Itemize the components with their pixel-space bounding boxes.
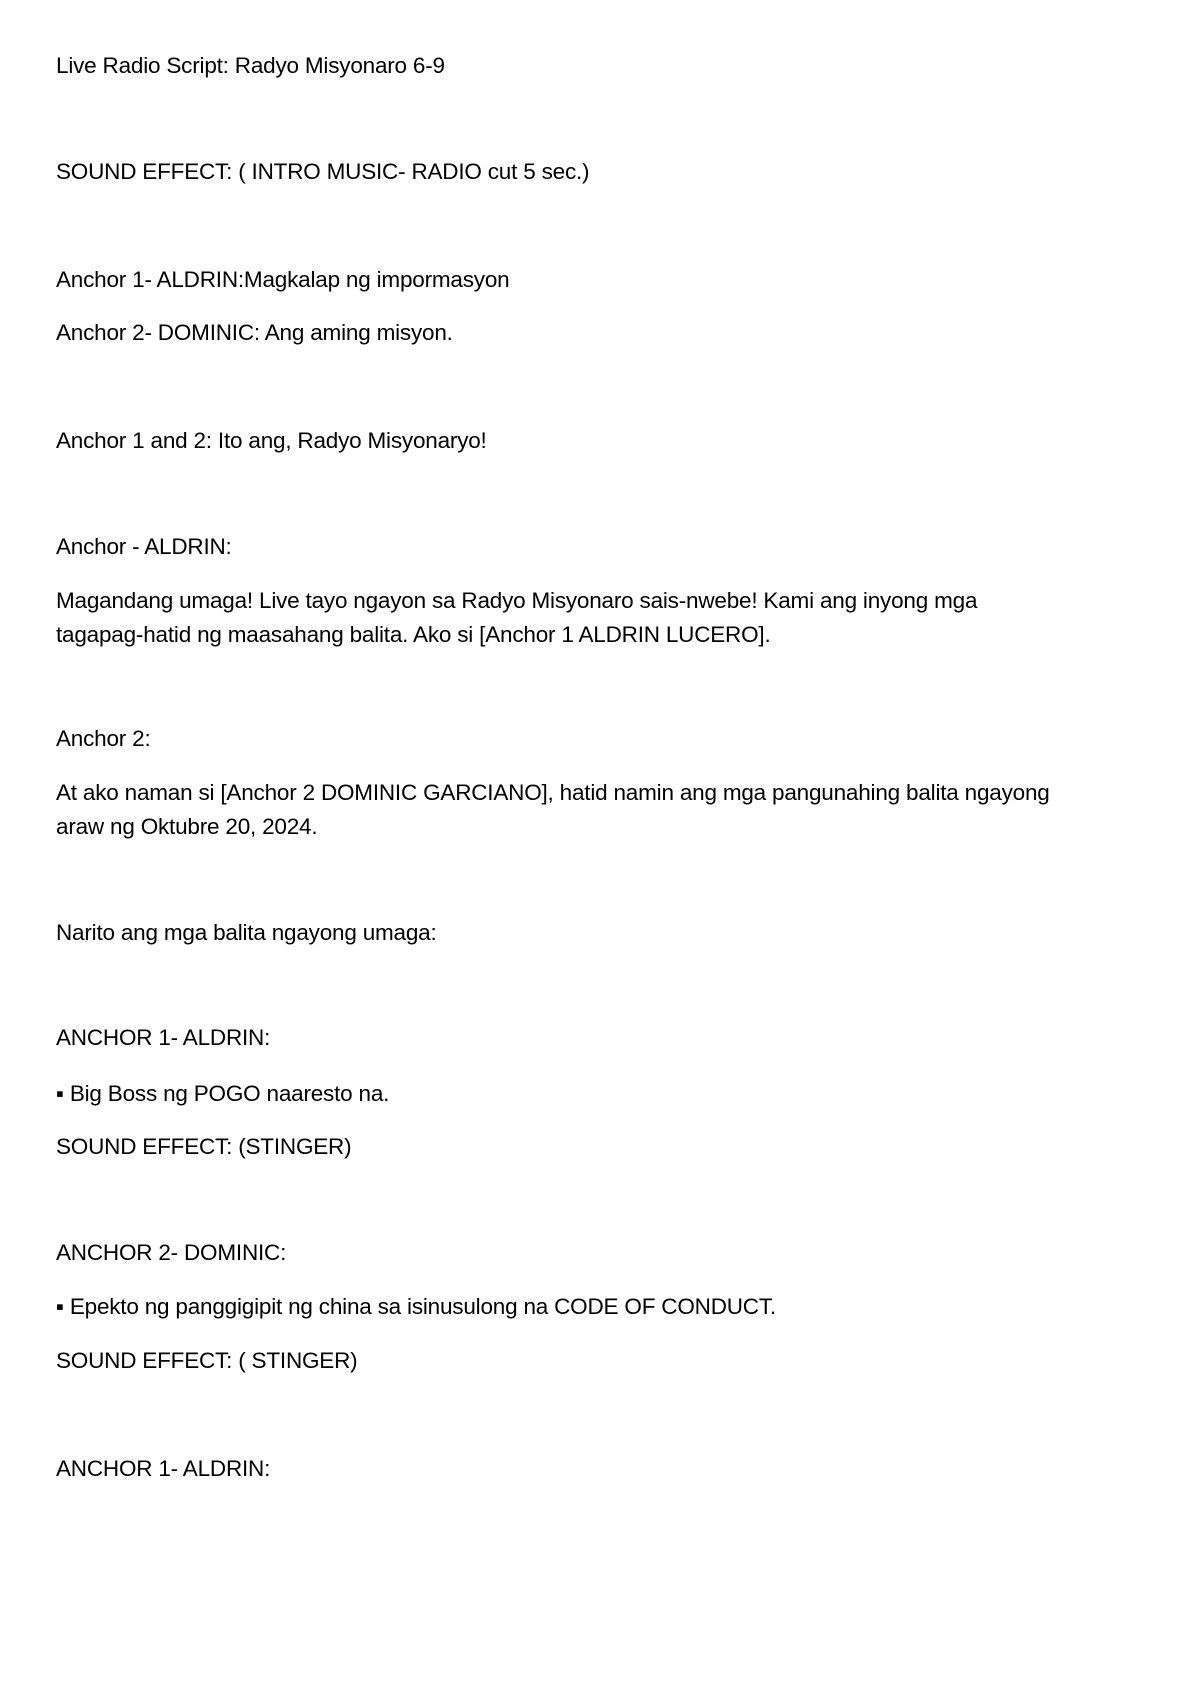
both-anchors-line: Anchor 1 and 2: Ito ang, Radyo Misyonaryo! (56, 428, 487, 453)
dominic-intro-line-1: At ako naman si [Anchor 2 DOMINIC GARCIANO], hatid namin ang mga pangunahing balita ngayong (56, 780, 1050, 805)
anchor1-opening-line: Anchor 1- ALDRIN:Magkalap ng impormasyon (56, 267, 510, 292)
news-intro-line: Narito ang mga balita ngayong umaga: (56, 920, 437, 945)
anchor1-aldrin-label-b: ANCHOR 1- ALDRIN: (56, 1456, 271, 1481)
headline-1: ▪ Big Boss ng POGO naaresto na. (56, 1081, 390, 1106)
anchor-aldrin-label: Anchor - ALDRIN: (56, 534, 232, 559)
headline-2: ▪ Epekto ng panggigipit ng china sa isinusulong na CODE OF CONDUCT. (56, 1294, 776, 1319)
sound-effect-intro: SOUND EFFECT: ( INTRO MUSIC- RADIO cut 5 sec.) (56, 159, 590, 184)
anchor2-label: Anchor 2: (56, 726, 151, 751)
anchor2-opening-line: Anchor 2- DOMINIC: Ang aming misyon. (56, 320, 453, 345)
anchor2-dominic-label: ANCHOR 2- DOMINIC: (56, 1240, 287, 1265)
aldrin-greeting-paragraph (56, 584, 1156, 652)
dominic-intro-line-2: araw ng Oktubre 20, 2024. (56, 814, 318, 839)
sound-effect-stinger-1: SOUND EFFECT: (STINGER) (56, 1134, 352, 1159)
dominic-intro-paragraph (56, 776, 1156, 844)
anchor1-aldrin-label-a: ANCHOR 1- ALDRIN: (56, 1025, 271, 1050)
aldrin-greeting-line-2: tagapag-hatid ng maasahang balita. Ako si [Anchor 1 ALDRIN LUCERO]. (56, 622, 771, 647)
script-title: Live Radio Script: Radyo Misyonaro 6-9 (56, 53, 445, 78)
aldrin-greeting-line-1: Magandang umaga! Live tayo ngayon sa Radyo Misyonaro sais-nwebe! Kami ang inyong mga (56, 588, 978, 613)
sound-effect-stinger-2: SOUND EFFECT: ( STINGER) (56, 1348, 358, 1373)
